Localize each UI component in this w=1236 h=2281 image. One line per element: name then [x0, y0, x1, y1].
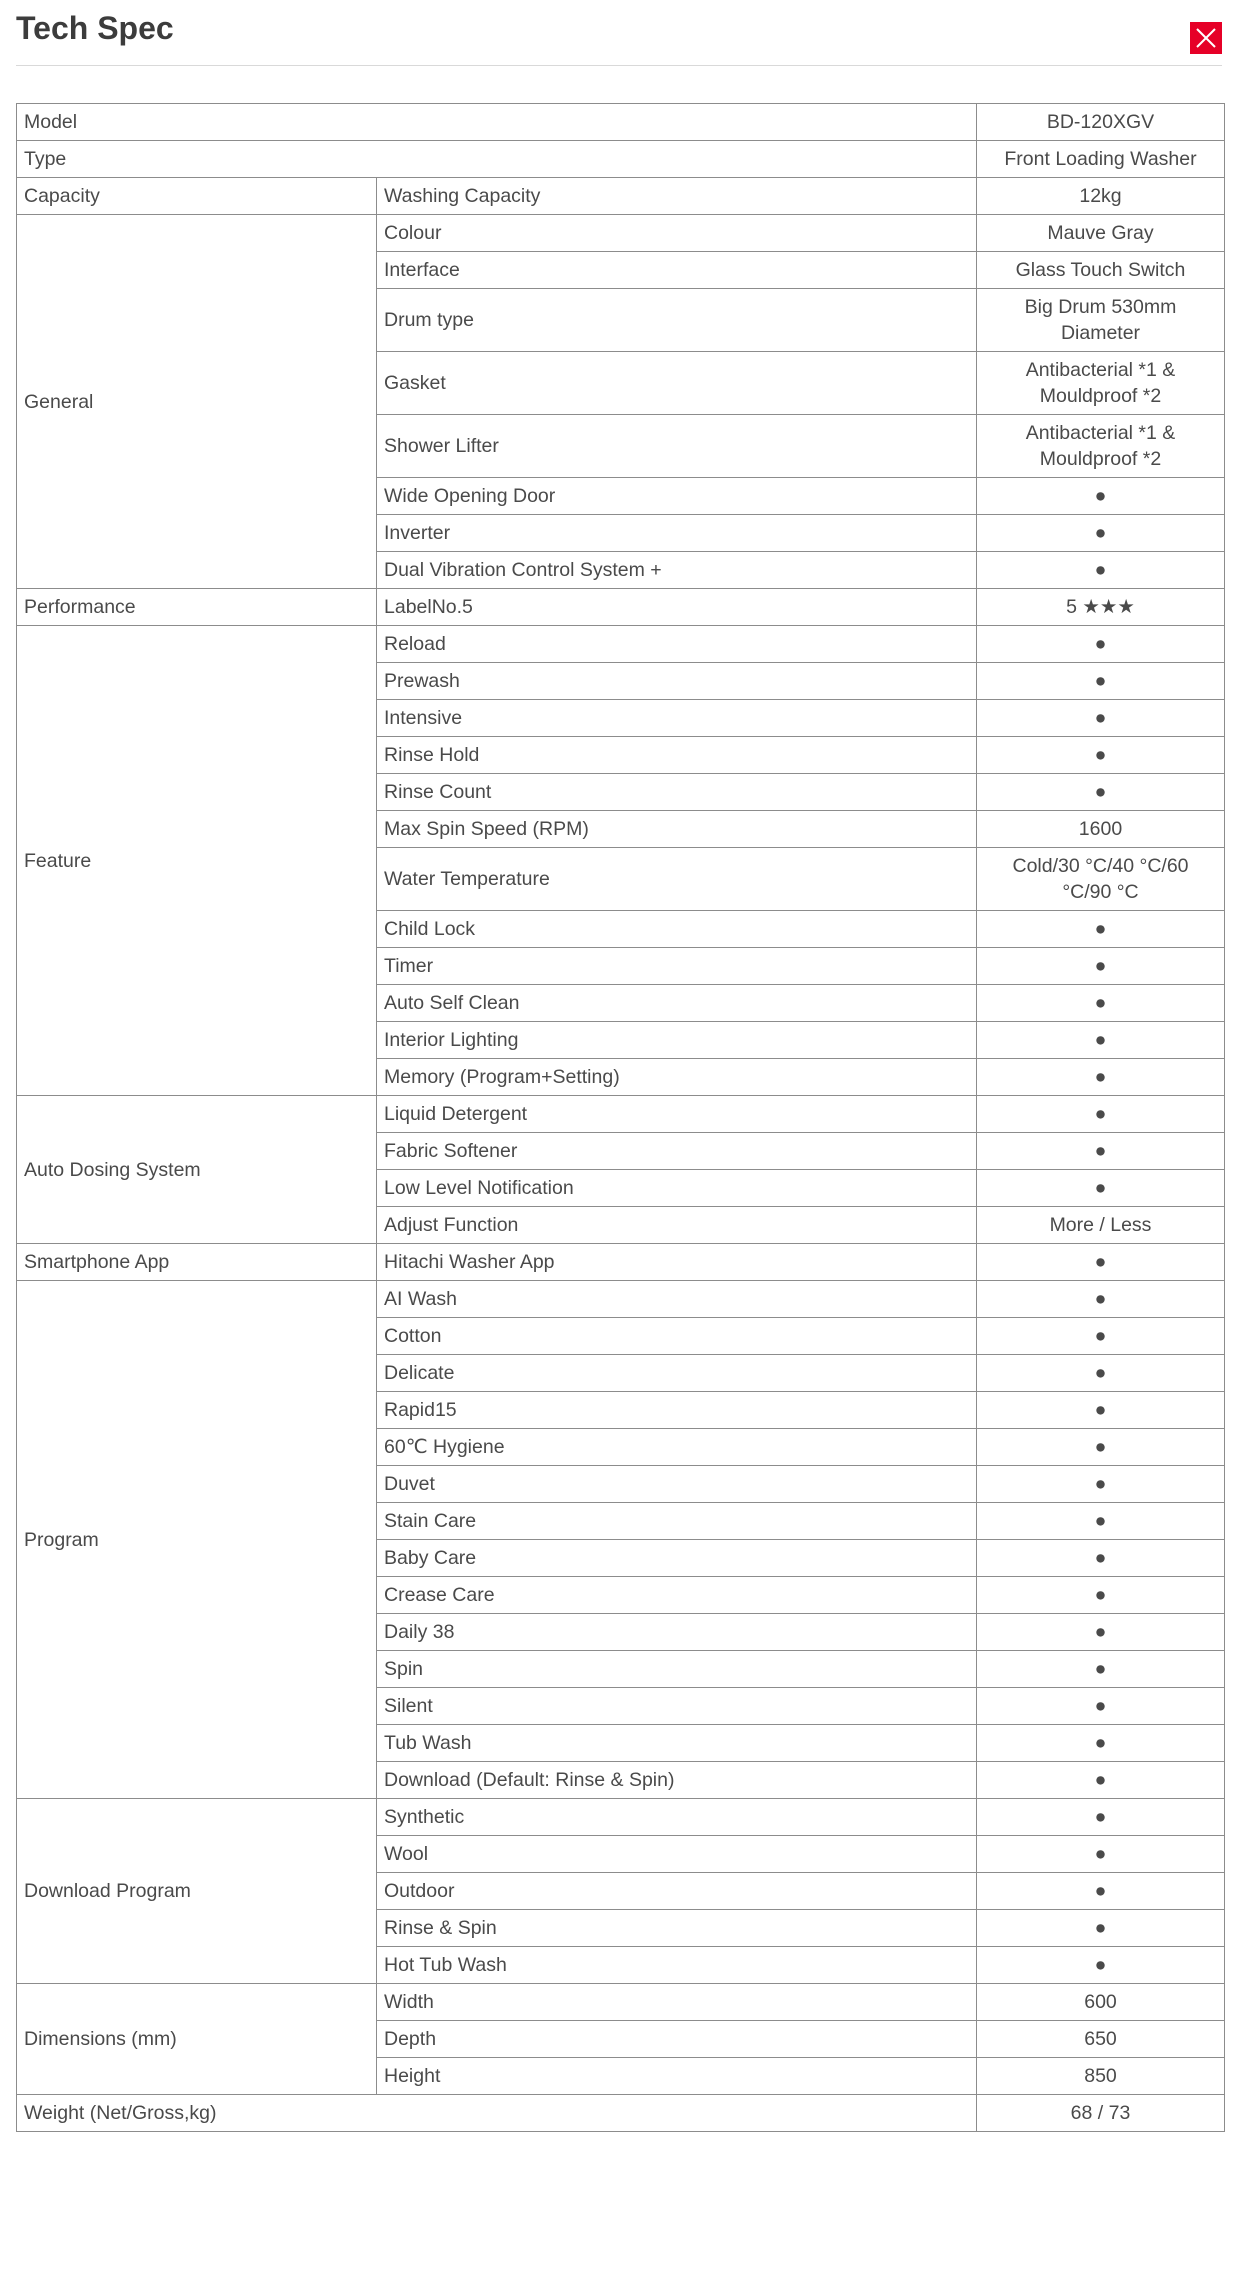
spec-feature: Interior Lighting [377, 1022, 977, 1059]
spec-value: ● [977, 1947, 1225, 1984]
spec-feature: Reload [377, 626, 977, 663]
spec-row [17, 589, 1225, 626]
spec-feature: Dual Vibration Control System + [377, 552, 977, 589]
spec-feature: Spin [377, 1651, 977, 1688]
spec-feature: Hot Tub Wash [377, 1947, 977, 1984]
spec-value: ● [977, 1577, 1225, 1614]
spec-row [17, 141, 1225, 178]
spec-value: ● [977, 1503, 1225, 1540]
spec-feature: Low Level Notification [377, 1170, 977, 1207]
spec-value: ● [977, 737, 1225, 774]
spec-feature: LabelNo.5 [377, 589, 977, 626]
spec-value: ● [977, 626, 1225, 663]
spec-value: ● [977, 1281, 1225, 1318]
spec-feature: Wool [377, 1836, 977, 1873]
spec-value: ● [977, 1392, 1225, 1429]
spec-feature: Hitachi Washer App [377, 1244, 977, 1281]
spec-feature: Memory (Program+Setting) [377, 1059, 977, 1096]
spec-feature: Stain Care [377, 1503, 977, 1540]
spec-value: ● [977, 1688, 1225, 1725]
spec-feature: Timer [377, 948, 977, 985]
spec-row [17, 1281, 1225, 1318]
spec-value: 1600 [977, 811, 1225, 848]
spec-feature: Silent [377, 1688, 977, 1725]
spec-row [17, 1799, 1225, 1836]
spec-value: More / Less [977, 1207, 1225, 1244]
spec-value: ● [977, 663, 1225, 700]
spec-feature: AI Wash [377, 1281, 977, 1318]
spec-category: Download Program [17, 1799, 377, 1984]
spec-value: Big Drum 530mm Diameter [977, 289, 1225, 352]
spec-value: 850 [977, 2058, 1225, 2095]
spec-feature: Outdoor [377, 1873, 977, 1910]
spec-value: ● [977, 948, 1225, 985]
spec-feature: Synthetic [377, 1799, 977, 1836]
spec-value: Glass Touch Switch [977, 252, 1225, 289]
spec-value: ● [977, 774, 1225, 811]
spec-table [16, 103, 1225, 2132]
spec-value: ● [977, 1355, 1225, 1392]
spec-value: ● [977, 1133, 1225, 1170]
spec-value: 650 [977, 2021, 1225, 2058]
spec-value: ● [977, 1059, 1225, 1096]
spec-feature: Fabric Softener [377, 1133, 977, 1170]
spec-feature: Shower Lifter [377, 415, 977, 478]
spec-row [17, 104, 1225, 141]
spec-value: ● [977, 1022, 1225, 1059]
spec-value: 600 [977, 1984, 1225, 2021]
spec-value: Front Loading Washer [977, 141, 1225, 178]
spec-value: BD-120XGV [977, 104, 1225, 141]
spec-category: Dimensions (mm) [17, 1984, 377, 2095]
spec-value: ● [977, 1540, 1225, 1577]
spec-value: 68 / 73 [977, 2095, 1225, 2132]
spec-feature: Adjust Function [377, 1207, 977, 1244]
spec-value: ● [977, 1466, 1225, 1503]
spec-row [17, 215, 1225, 252]
spec-feature: Auto Self Clean [377, 985, 977, 1022]
spec-value: ● [977, 1170, 1225, 1207]
spec-feature: Child Lock [377, 911, 977, 948]
spec-value: ● [977, 1651, 1225, 1688]
close-icon [1190, 22, 1222, 54]
spec-value: ● [977, 985, 1225, 1022]
spec-row [17, 626, 1225, 663]
spec-category: Auto Dosing System [17, 1096, 377, 1244]
spec-category: Program [17, 1281, 377, 1799]
spec-feature: Depth [377, 2021, 977, 2058]
spec-feature: Download (Default: Rinse & Spin) [377, 1762, 977, 1799]
spec-feature: Gasket [377, 352, 977, 415]
spec-value: Cold/30 °C/40 °C/60 °C/90 °C [977, 848, 1225, 911]
spec-category: Performance [17, 589, 377, 626]
spec-value: ● [977, 1614, 1225, 1651]
spec-value: Mauve Gray [977, 215, 1225, 252]
spec-category: General [17, 215, 377, 589]
spec-feature: Cotton [377, 1318, 977, 1355]
spec-feature: Delicate [377, 1355, 977, 1392]
spec-value: ● [977, 478, 1225, 515]
spec-category: Type [17, 141, 977, 178]
close-button[interactable] [1190, 22, 1222, 54]
spec-row [17, 2095, 1225, 2132]
spec-value: ● [977, 911, 1225, 948]
spec-value: ● [977, 1244, 1225, 1281]
spec-feature: Liquid Detergent [377, 1096, 977, 1133]
spec-value: ● [977, 1762, 1225, 1799]
spec-table-body [17, 104, 1225, 2132]
spec-value: ● [977, 1799, 1225, 1836]
spec-category: Capacity [17, 178, 377, 215]
spec-feature: Daily 38 [377, 1614, 977, 1651]
spec-feature: Tub Wash [377, 1725, 977, 1762]
spec-feature: Width [377, 1984, 977, 2021]
spec-feature: Wide Opening Door [377, 478, 977, 515]
spec-category: Weight (Net/Gross,kg) [17, 2095, 977, 2132]
spec-value: ● [977, 515, 1225, 552]
spec-value: ● [977, 1096, 1225, 1133]
spec-feature: Inverter [377, 515, 977, 552]
spec-feature: Rinse & Spin [377, 1910, 977, 1947]
spec-feature: Rinse Hold [377, 737, 977, 774]
spec-feature: Intensive [377, 700, 977, 737]
spec-category: Smartphone App [17, 1244, 377, 1281]
spec-category: Feature [17, 626, 377, 1096]
spec-value: ● [977, 1836, 1225, 1873]
spec-feature: Rinse Count [377, 774, 977, 811]
spec-feature: Height [377, 2058, 977, 2095]
spec-feature: Drum type [377, 289, 977, 352]
spec-feature: Water Temperature [377, 848, 977, 911]
spec-value: ● [977, 700, 1225, 737]
spec-feature: Max Spin Speed (RPM) [377, 811, 977, 848]
spec-value: ● [977, 1873, 1225, 1910]
spec-row [17, 1096, 1225, 1133]
spec-feature: Duvet [377, 1466, 977, 1503]
page-title: Tech Spec [16, 10, 174, 46]
spec-row [17, 1984, 1225, 2021]
spec-value: ● [977, 1429, 1225, 1466]
spec-value: ● [977, 1910, 1225, 1947]
spec-value: ● [977, 1725, 1225, 1762]
spec-feature: 60℃ Hygiene [377, 1429, 977, 1466]
spec-feature: Interface [377, 252, 977, 289]
spec-feature: Baby Care [377, 1540, 977, 1577]
spec-feature: Colour [377, 215, 977, 252]
spec-feature: Crease Care [377, 1577, 977, 1614]
spec-value: ● [977, 1318, 1225, 1355]
spec-value: ● [977, 552, 1225, 589]
spec-value: Antibacterial *1 & Mouldproof *2 [977, 352, 1225, 415]
spec-feature: Prewash [377, 663, 977, 700]
spec-category: Model [17, 104, 977, 141]
spec-value: 12kg [977, 178, 1225, 215]
spec-row [17, 1244, 1225, 1281]
spec-value: 5 ★★★ [977, 589, 1225, 626]
spec-feature: Washing Capacity [377, 178, 977, 215]
spec-value: Antibacterial *1 & Mouldproof *2 [977, 415, 1225, 478]
spec-row [17, 178, 1225, 215]
spec-feature: Rapid15 [377, 1392, 977, 1429]
header [16, 0, 1222, 66]
